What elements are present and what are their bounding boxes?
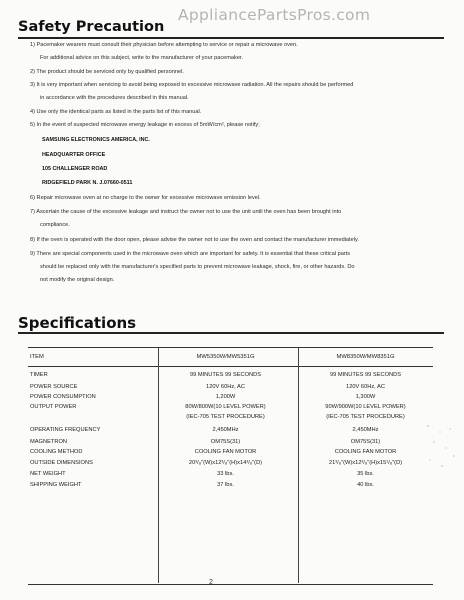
spec-value: OM75S(31) xyxy=(350,439,381,445)
safety-line: 3) It is very important when servicing to avoid being exposed to excessive microwave radiation. All the repairs should be performed xyxy=(30,82,354,88)
spec-value: OM75S(31) xyxy=(210,439,241,445)
safety-line: in accordance with the procedures described in this manual. xyxy=(40,95,189,101)
safety-line: 6) Repair microwave oven at no charge to the owner for excessive microwave emission level. xyxy=(30,195,261,201)
spec-value: 40 lbs. xyxy=(357,482,374,488)
spec-value: 33 lbs. xyxy=(217,471,234,477)
heading-rule xyxy=(18,332,444,334)
spec-value: 120V 60Hz, AC xyxy=(206,384,245,390)
spec-value: 21³/₈"(W)x12³/₈"(H)x15¹/₈"(D) xyxy=(328,460,403,466)
safety-line: 4) Use only the identical parts as listed in the parts list of this manual. xyxy=(30,109,202,115)
spec-value: 35 lbs. xyxy=(357,471,374,477)
safety-precaution-heading: Safety Precaution xyxy=(18,19,165,35)
spec-value: (IEC-705 TEST PROCEDURE) xyxy=(326,414,405,420)
column-divider xyxy=(298,347,299,583)
safety-line: 2) The product should be serviced only by qualified personnel. xyxy=(30,69,184,75)
table-header xyxy=(28,348,433,367)
spec-value: 1,200W xyxy=(215,394,236,400)
spec-value: 80W/800W(10 LEVEL POWER) xyxy=(185,404,266,410)
specifications-table xyxy=(28,347,433,585)
address-company: SAMSUNG ELECTRONICS AMERICA, INC. xyxy=(42,137,150,143)
spec-label: MAGNETRON xyxy=(30,439,67,445)
address-city: RIDGEFIELD PARK N. J.07660-0511 xyxy=(42,180,133,186)
specifications-heading: Specifications xyxy=(18,314,137,332)
watermark-text: AppliancePartsPros.com xyxy=(178,6,371,24)
safety-line: 9) There are special components used in the microwave oven which are important for safety. It is essential that these critical parts xyxy=(30,251,351,257)
spec-value: 37 lbs. xyxy=(217,482,234,488)
spec-value: 1,300W xyxy=(355,394,376,400)
safety-line: For additional advice on this subject, write to the manufacturer of your pacemaker. xyxy=(40,55,244,61)
spec-value: 2,450MHz xyxy=(352,427,379,433)
spec-label: NET WEIGHT xyxy=(30,471,66,477)
header-model-2: MW8350W/MW8351G xyxy=(336,354,395,360)
page-number: 2 xyxy=(209,579,213,586)
safety-line: compliance. xyxy=(40,222,70,228)
spec-label: TIMER xyxy=(30,372,48,378)
scan-noise xyxy=(420,420,460,480)
heading-rule xyxy=(18,37,444,39)
safety-line: 8) If the oven is operated with the door open, please advise the owner not to use the oven and contact the manufacturer immediately. xyxy=(30,237,359,243)
address-office: HEADQUARTER OFFICE xyxy=(42,152,106,158)
table-body xyxy=(28,367,433,584)
spec-value: 99 MINUTES 99 SECONDS xyxy=(189,372,262,378)
header-item: ITEM xyxy=(30,354,44,360)
spec-value: COOLING FAN MOTOR xyxy=(194,449,257,455)
safety-line: 1) Pacemaker wearers must consult their physician before attempting to service or repair a microwave oven. xyxy=(30,42,298,48)
spec-value: 90W/900W(10 LEVEL POWER) xyxy=(325,404,406,410)
spec-value: (IEC-705 TEST PROCEDURE) xyxy=(186,414,265,420)
safety-line: 7) Ascertain the cause of the excessive leakage and instruct the owner not to use the unit until the oven has been brought into xyxy=(30,209,342,215)
safety-line: not modify the original design. xyxy=(40,277,115,283)
spec-value: 20³/₈"(W)x12³/₈"(H)x14³/₈"(D) xyxy=(188,460,263,466)
spec-value: 120V 60Hz, AC xyxy=(346,384,385,390)
spec-value: COOLING FAN MOTOR xyxy=(334,449,397,455)
safety-line: 5) In the event of suspected microwave energy leakage in excess of 5mW/cm², please notify; xyxy=(30,122,260,128)
address-street: 105 CHALLENGER ROAD xyxy=(42,166,108,172)
spec-label: COOLING METHOD xyxy=(30,449,83,455)
spec-label: SHIPPING WEIGHT xyxy=(30,482,82,488)
safety-line: should be replaced only with the manufacturer's specified parts to prevent microwave leakage, shock, fire, or other hazards. Do xyxy=(40,264,355,270)
spec-value: 99 MINUTES 99 SECONDS xyxy=(329,372,402,378)
spec-label: POWER SOURCE xyxy=(30,384,78,390)
column-divider xyxy=(158,347,159,583)
spec-label: POWER CONSUMPTION xyxy=(30,394,96,400)
spec-label: OUTPUT POWER xyxy=(30,404,77,410)
spec-value: 2,450MHz xyxy=(212,427,239,433)
spec-label: OUTSIDE DIMENSIONS xyxy=(30,460,93,466)
header-model-1: MW5350W/MW5351G xyxy=(196,354,255,360)
spec-label: OPERATING FREQUENCY xyxy=(30,427,101,433)
